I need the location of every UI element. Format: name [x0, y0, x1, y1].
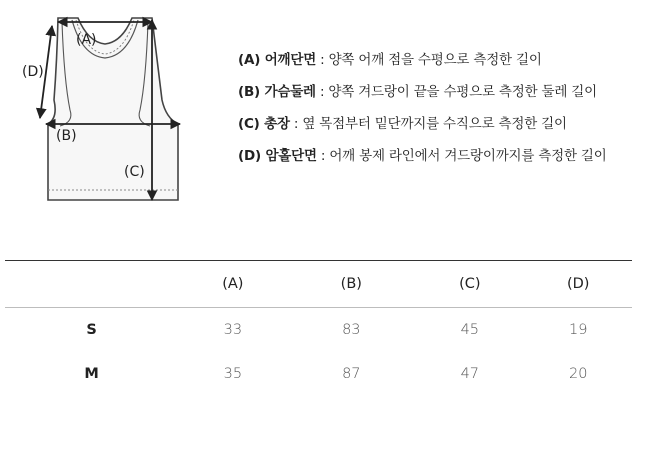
legend-line-a [238, 44, 648, 76]
legend-text: : 옆 목점부터 밑단까지를 수직으로 측정한 길이 [289, 116, 567, 132]
value-cell: 19 [569, 322, 588, 338]
header-cell-a: (A) [222, 276, 244, 292]
legend-line-b [238, 76, 648, 108]
value-cell: 33 [223, 322, 243, 338]
label-a: (A) [76, 32, 97, 48]
label-c: (C) [124, 164, 145, 180]
label-d: (D) [22, 64, 44, 80]
legend-line-d [238, 140, 648, 172]
size-diagram [0, 0, 210, 215]
value-cell: 47 [460, 366, 480, 382]
legend-line-c [238, 108, 648, 140]
value-cell: 45 [460, 322, 480, 338]
label-b: (B) [56, 128, 77, 144]
garment-outline [48, 18, 178, 200]
value-cell: 83 [342, 322, 361, 338]
legend-key: (C) 총장 [238, 116, 290, 132]
legend-text: : 양쪽 어깨 점을 수평으로 측정한 길이 [316, 52, 542, 68]
value-cell: 35 [223, 366, 243, 382]
header-cell-d: (D) [566, 276, 590, 292]
value-cell: 87 [342, 366, 361, 382]
header-cell-c: (C) [459, 276, 481, 292]
size-label: S [86, 322, 97, 338]
size-label: M [84, 366, 99, 382]
measurement-legend [238, 44, 648, 172]
header-cell-b: (B) [340, 276, 362, 292]
table-row [5, 308, 632, 352]
value-cell: 20 [569, 366, 588, 382]
tank-top-illustration [0, 0, 210, 215]
legend-text: : 어깨 봉제 라인에서 겨드랑이까지를 측정한 길이 [316, 148, 607, 164]
table-header-row [5, 261, 632, 308]
legend-key: (D) 암홀단면 [238, 148, 317, 164]
legend-key: (B) 가슴둘레 [238, 84, 316, 100]
table-row [5, 352, 632, 396]
legend-text: : 양쪽 겨드랑이 끝을 수평으로 측정한 둘레 길이 [315, 84, 597, 100]
legend-key: (A) 어깨단면 [238, 52, 317, 68]
size-table [5, 260, 632, 396]
